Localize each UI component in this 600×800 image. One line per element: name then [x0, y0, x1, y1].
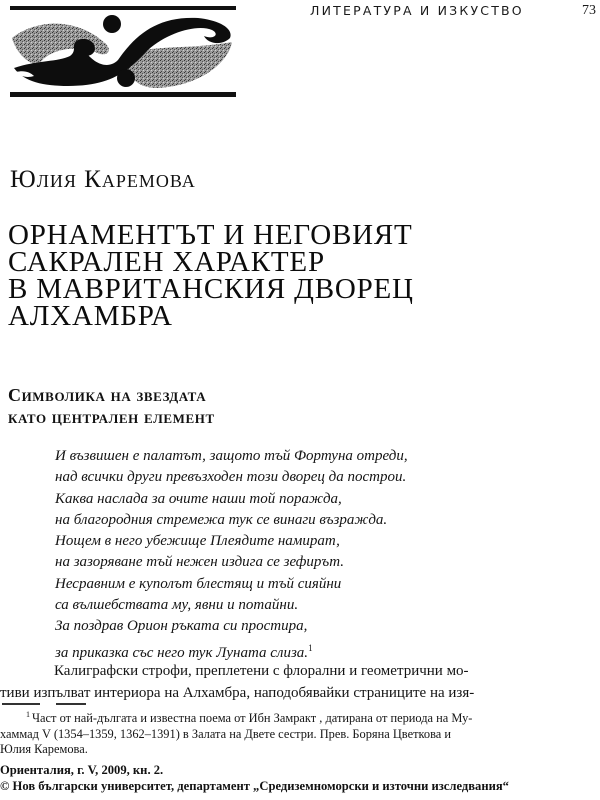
- poem-line: на зазоряване тъй нежен издига се зефирът.: [55, 554, 344, 571]
- title-line: АЛХАМБРА: [8, 300, 173, 332]
- body-line: тиви изпълват интериора на Алхамбра, наподобявайки страниците на изя-: [0, 685, 475, 701]
- running-head: [310, 3, 600, 18]
- footnote-reference[interactable]: 1: [308, 642, 313, 653]
- footnote-marker: 1: [26, 710, 30, 719]
- title-line: В МАВРИТАНСКИЯ ДВОРЕЦ: [8, 273, 414, 305]
- author-name: Юлия Каремова: [10, 166, 196, 193]
- title-line: ОРНАМЕНТЪТ И НЕГОВИЯТ: [8, 219, 413, 251]
- footnote-line: Юлия Каремова.: [0, 742, 88, 756]
- poem-line: Нощем в него убежище Плеядите намират,: [55, 533, 340, 550]
- footnote: [0, 707, 592, 758]
- poem-line: на благородния стремежа тук се винаги възражда.: [55, 511, 388, 528]
- journal-imprint: [0, 763, 509, 794]
- journal-citation: Ориенталия, г. V, 2009, кн. 2.: [0, 763, 164, 777]
- footnote-text: Част от най-дългата и известна поема от Ибн Замракт , датирана от периода на Му-: [32, 711, 473, 725]
- section-heading-line: Символика на звездата: [8, 385, 207, 405]
- footnote-line: хаммад V (1354–1359, 1362–1391) в Залата на Двете сестри. Прев. Боряна Цветкова и: [0, 726, 451, 741]
- epigraph-poem: [55, 446, 408, 664]
- title-line: САКРАЛЕН ХАРАКТЕР: [8, 246, 325, 278]
- poem-line: за приказка със него тук Луната слиза.: [55, 644, 309, 661]
- copyright-notice: © Нов български университет, департамент „Средиземноморски и източни изследвания“: [0, 778, 509, 793]
- footnote-separator: [56, 703, 86, 705]
- arabesque-ornament-icon: [8, 4, 238, 100]
- section-heading: [8, 384, 215, 428]
- poem-line: са вълшебствата му, явни и потайни.: [55, 597, 299, 614]
- body-line: Калиграфски строфи, преплетени с флорални и геометрични мо-: [54, 663, 469, 679]
- section-heading-line: като централен елемент: [8, 407, 215, 427]
- article-title: [8, 219, 414, 332]
- page-number: 73: [582, 3, 596, 18]
- poem-line: Несравним е куполът блестящ и тъй сияйни: [55, 575, 342, 592]
- footnote-line: [0, 707, 592, 727]
- poem-line: над всички други превъзходен този дворец да построи.: [55, 469, 407, 486]
- body-paragraph: [0, 660, 592, 704]
- footnote-separator: [2, 703, 40, 705]
- poem-line: За поздрав Орион ръката си простира,: [55, 618, 308, 635]
- poem-line: И възвишен е палатът, защото тъй Фортуна отреди,: [55, 448, 408, 464]
- section-title: ЛИТЕРАТУРА И ИЗКУСТВО: [310, 3, 524, 18]
- poem-line: Каква наслада за очите наши той поражда,: [55, 490, 342, 507]
